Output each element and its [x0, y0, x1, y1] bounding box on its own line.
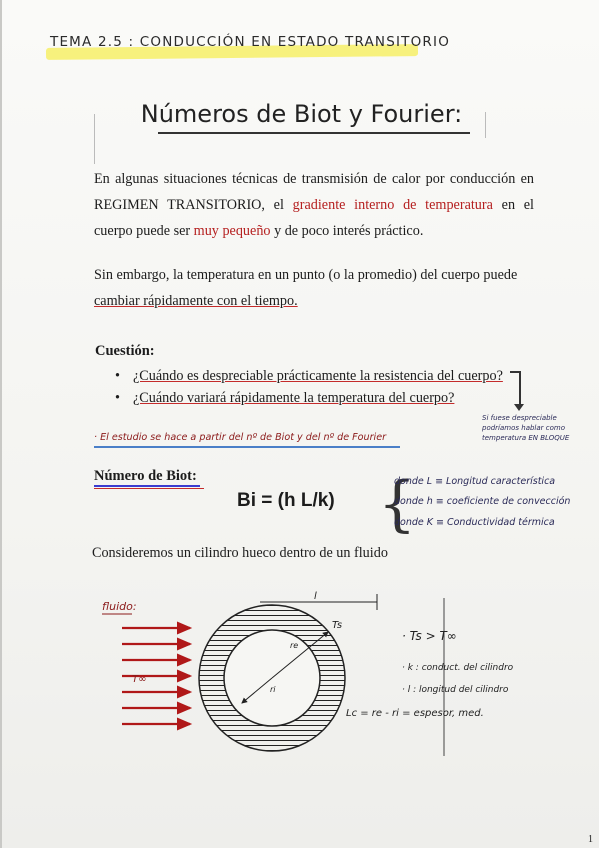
consider-sentence: Consideremos un cilindro hueco dentro de un fluido [92, 545, 388, 561]
note-k: · k : conduct. del cilindro [402, 663, 514, 673]
definition-l: donde L ≡ Longitud característica [394, 476, 556, 487]
paragraph-1 [94, 166, 534, 244]
arrow-line-vertical [519, 371, 521, 407]
paragraph-1-muy-pequeno: muy pequeño [193, 223, 271, 239]
biot-title: Número de Biot: [94, 468, 197, 484]
page-title: Números de Biot y Fourier: [140, 100, 463, 128]
topic-heading: TEMA 2.5 : CONDUCCIÓN EN ESTADO TRANSITORIO [50, 34, 451, 50]
question-item-1-text: ¿Cuándo es despreciable prácticamente la resistencia del cuerpo? [133, 368, 503, 384]
fluid-label: fluido: [102, 600, 137, 613]
definition-h: donde h ≡ coeficiente de convección [394, 496, 571, 507]
question-item-1 [115, 368, 503, 385]
biot-formula: Bi = (h L/k) [237, 490, 335, 511]
side-note: Si fuese despreciable podríamos hablar como temperatura EN BLOQUE [482, 414, 570, 442]
cylinder-diagram [92, 588, 552, 763]
question-title: Cuestión: [95, 343, 155, 359]
note-ts: · Ts > T∞ [402, 629, 457, 643]
title-underline [158, 132, 470, 134]
definition-k: donde K ≡ Conductividad térmica [394, 517, 555, 528]
paragraph-1-text-e: y de poco interés práctico. [270, 223, 424, 239]
ri-label: ri [270, 685, 276, 694]
paragraph-1-text-c: en el cuerpo puede ser [94, 197, 534, 239]
note-l: · l : longitud del cilindro [402, 685, 509, 695]
handwritten-note-underline [94, 446, 400, 448]
biot-title-underline-red [94, 488, 204, 489]
note-lc: Lc = re - ri = espesor, med. [346, 708, 484, 719]
bullet-marker: • [115, 390, 120, 406]
question-item-2-text: ¿Cuándo variará rápidamente la temperatura del cuerpo? [133, 390, 455, 406]
question-item-2 [115, 390, 454, 407]
paragraph-1-text-a: En algunas situaciones técnicas de transmisión de calor por conducción en REGIMEN TRANSITORIO, el [94, 171, 534, 213]
arrow-down-icon [514, 404, 524, 411]
page-number: 1 [588, 834, 593, 845]
paragraph-1-gradient: gradiente interno de temperatura [292, 197, 493, 213]
t-inf-label: T∞ [132, 674, 147, 685]
biot-title-underline-blue [94, 485, 200, 487]
paragraph-2-cambiar: cambiar rápidamente con el tiempo. [94, 293, 298, 309]
ts-label: Ts [332, 620, 343, 631]
length-label: l [314, 591, 317, 602]
bullet-marker: • [115, 368, 120, 384]
paragraph-2-text-a: Sin embargo, la temperatura en un punto (o la promedio) del cuerpo puede [94, 267, 518, 283]
paragraph-2 [94, 262, 534, 314]
brace-icon: { [378, 469, 417, 539]
handwritten-note: · El estudio se hace a partir del nº de Biot y del nº de Fourier [94, 432, 387, 443]
re-label: re [290, 641, 299, 650]
